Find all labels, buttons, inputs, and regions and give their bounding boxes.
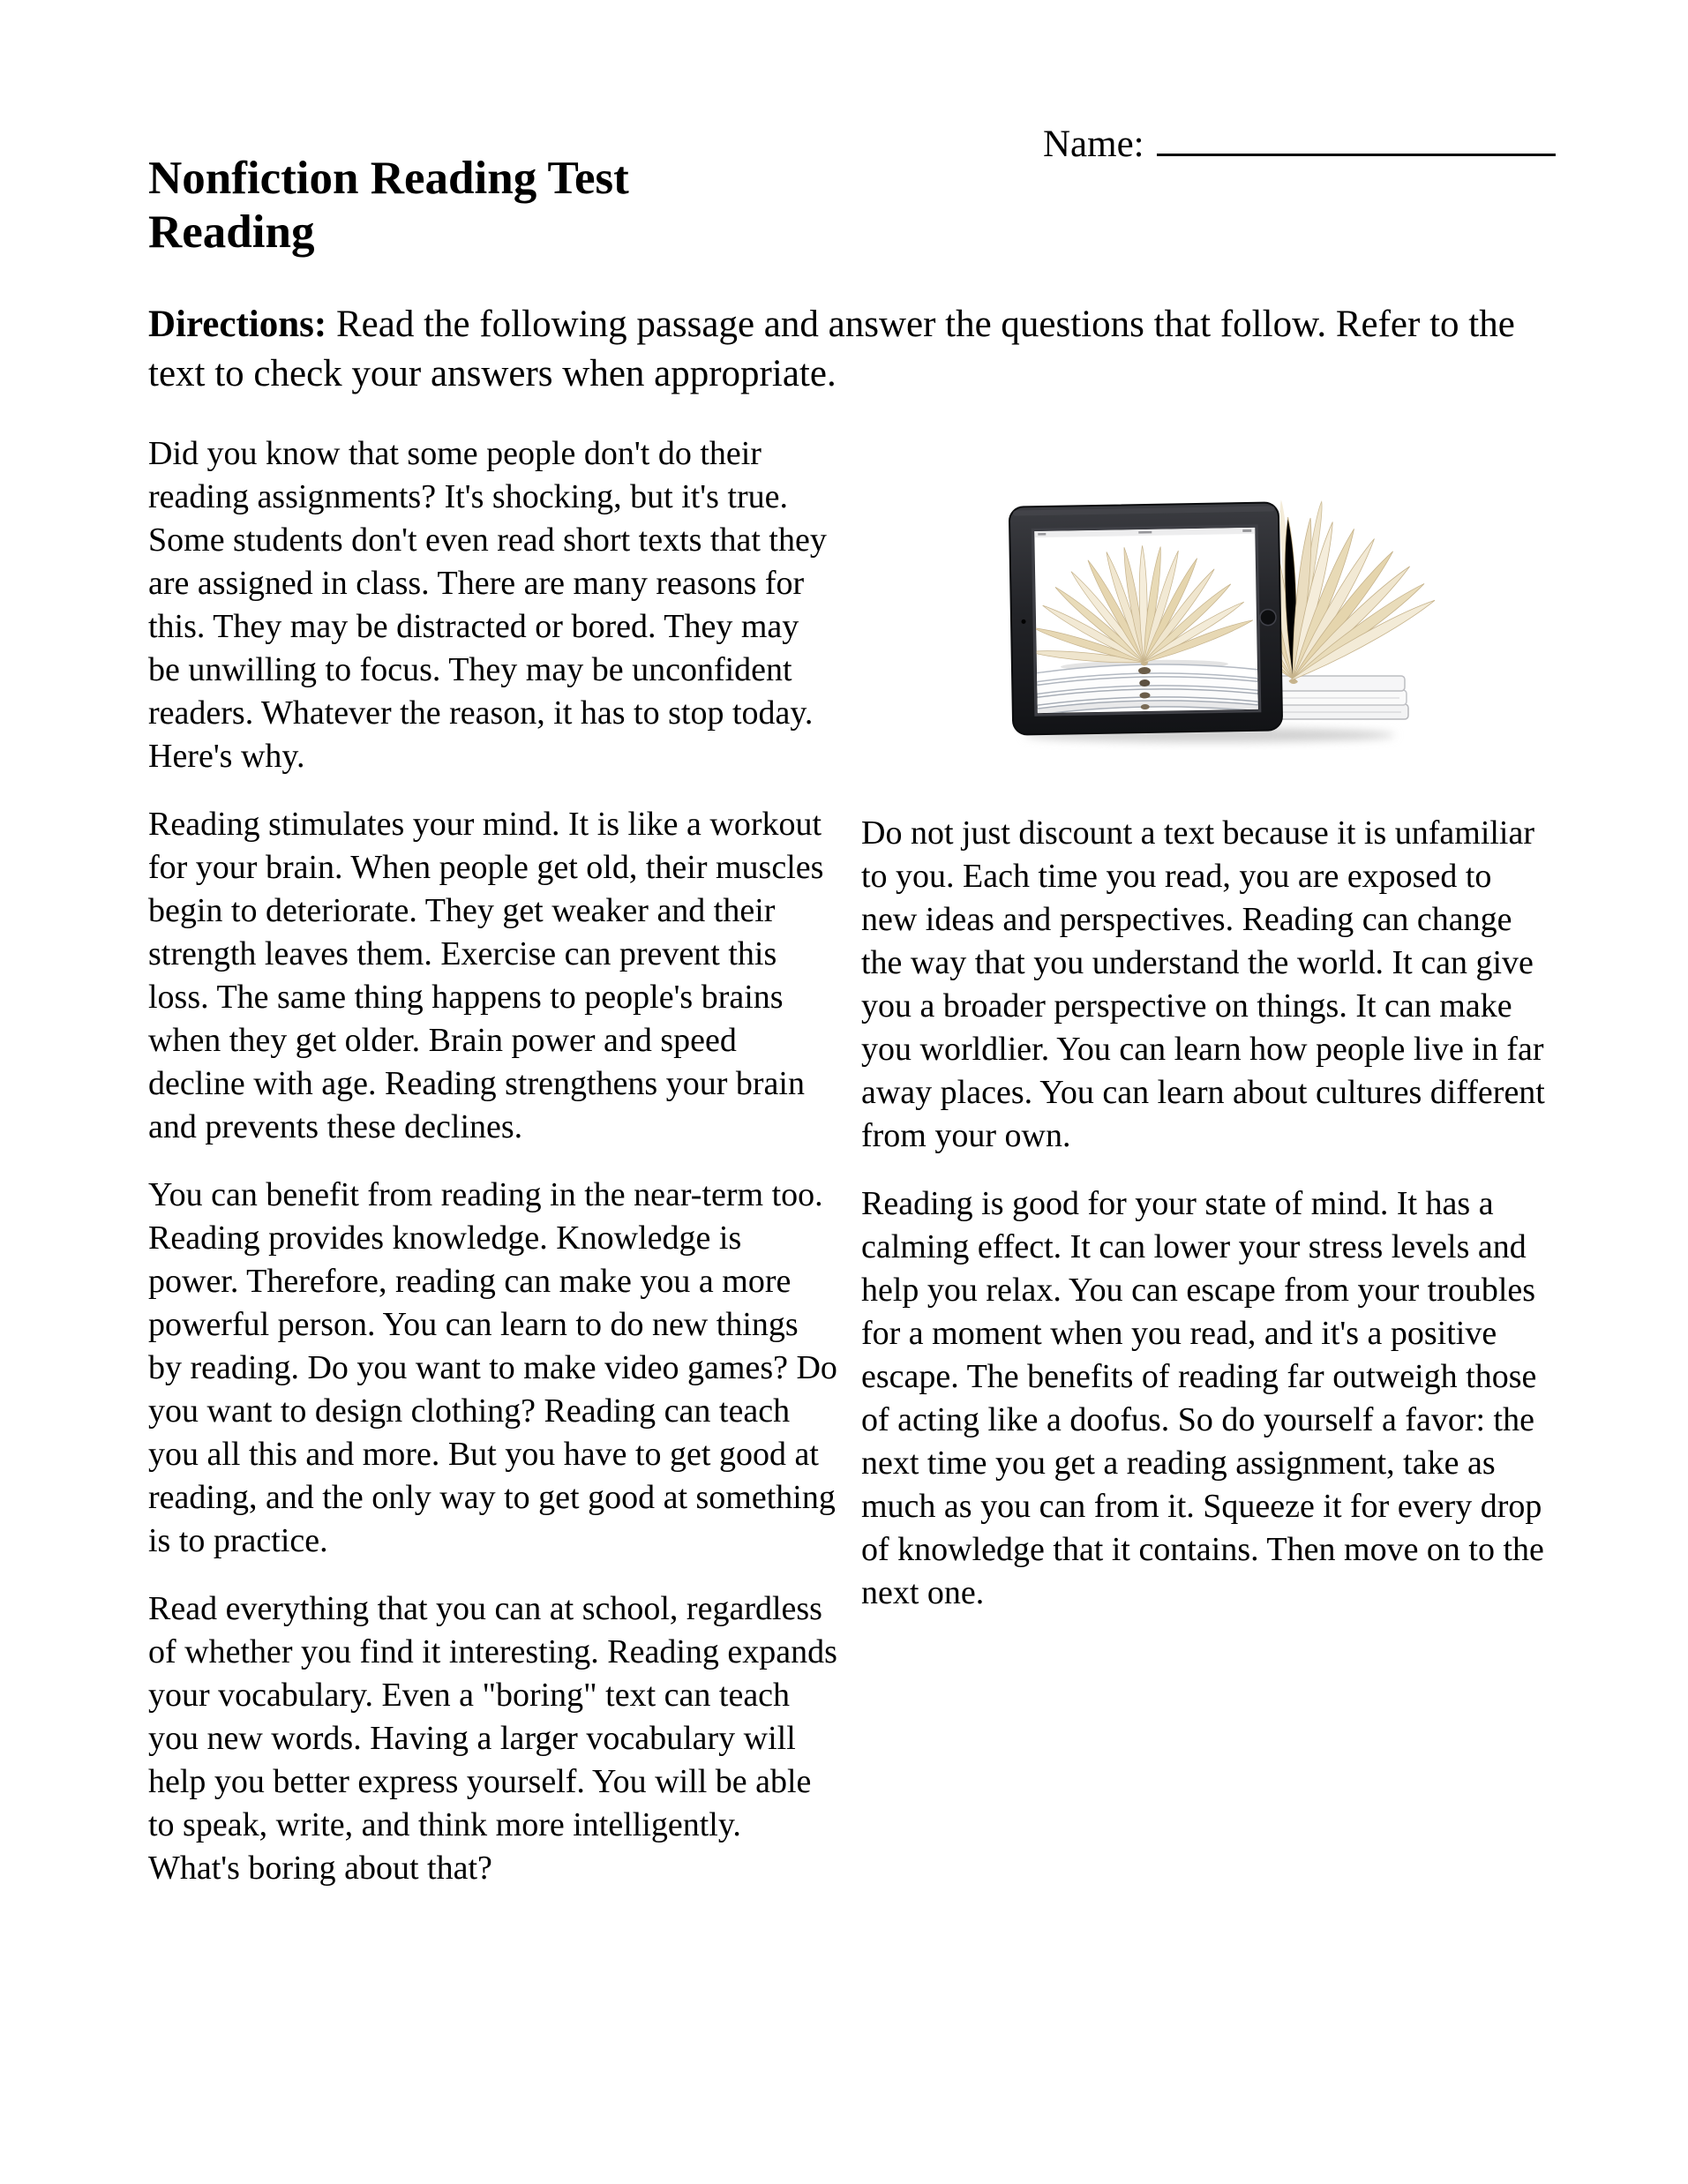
passage-columns (148, 432, 1551, 1915)
passage-paragraph-5: Do not just discount a text because it is unfamiliar to you. Each time you read, you are exposed to new ideas and perspectives. Reading can change the way that you understand the world. It can give you a broader perspective on things. It can make you worldlier. You can learn how people live in far away places. You can learn about cultures different from your own. (861, 814, 1545, 1154)
passage-paragraph-6: Reading is good for your state of mind. It has a calming effect. It can lower your stress levels and help you relax. You can escape from your troubles for a moment when you read, and it's a positive escape. The benefits of reading far outweigh those of acting like a doofus. So do yourself a favor: the next time you get a reading assignment, take as much as you can from it. Squeeze it for every drop of knowledge that it contains. Then move on to the next one. (861, 1185, 1544, 1611)
name-field-row (1043, 122, 1556, 168)
tablet-book-figure (994, 473, 1444, 750)
left-column (148, 432, 838, 1915)
passage-paragraph-4: Read everything that you can at school, regardless of whether you find it interesting. Reading expands your vocabulary. Even a "boring" text can teach you new words. Having a larger vocabulary will help you better express yourself. You will be able to speak, write, and think more intelligently. What's boring about that? (148, 1590, 837, 1887)
passage-paragraph-3: You can benefit from reading in the near-term too. Reading provides knowledge. Knowledge is power. Therefore, reading can make you a more powerful person. You can learn to do new things by reading. Do you want to make video games? Do you want to design clothing? Reading can teach you all this and more. But you have to get good at reading, and the only way to get good at something is to practice. (148, 1176, 837, 1559)
directions-text: Read the following passage and answer the questions that follow. Refer to the text to check your answers when appropriate. (148, 304, 1515, 394)
name-input-line[interactable] (1157, 145, 1556, 156)
page-title (148, 152, 629, 259)
title-line-2: Reading (148, 206, 315, 258)
directions (148, 300, 1560, 399)
home-button (1260, 609, 1276, 625)
tablet (1009, 502, 1282, 734)
name-label: Name: (1043, 124, 1144, 165)
title-line-1: Nonfiction Reading Test (148, 153, 629, 204)
passage-paragraph-1: Did you know that some people don't do their reading assignments? It's shocking, but it's true. Some students don't even read short texts that they are assigned in class. There are many reasons for this. They may be distracted or bored. They may be unwilling to focus. They may be unconfident readers. Whatever the reason, it has to stop today. Here's why. (148, 435, 827, 775)
passage-paragraph-2: Reading stimulates your mind. It is like a workout for your brain. When people get old, their muscles begin to deteriorate. They get weaker and their strength leaves them. Exercise can prevent this loss. The same thing happens to people's brains when they get older. Brain power and speed decline with age. Reading strengthens your brain and prevents these declines. (148, 806, 824, 1145)
directions-label: Directions: (148, 304, 327, 345)
right-column (861, 432, 1551, 1915)
tablet-book-image (994, 473, 1444, 750)
